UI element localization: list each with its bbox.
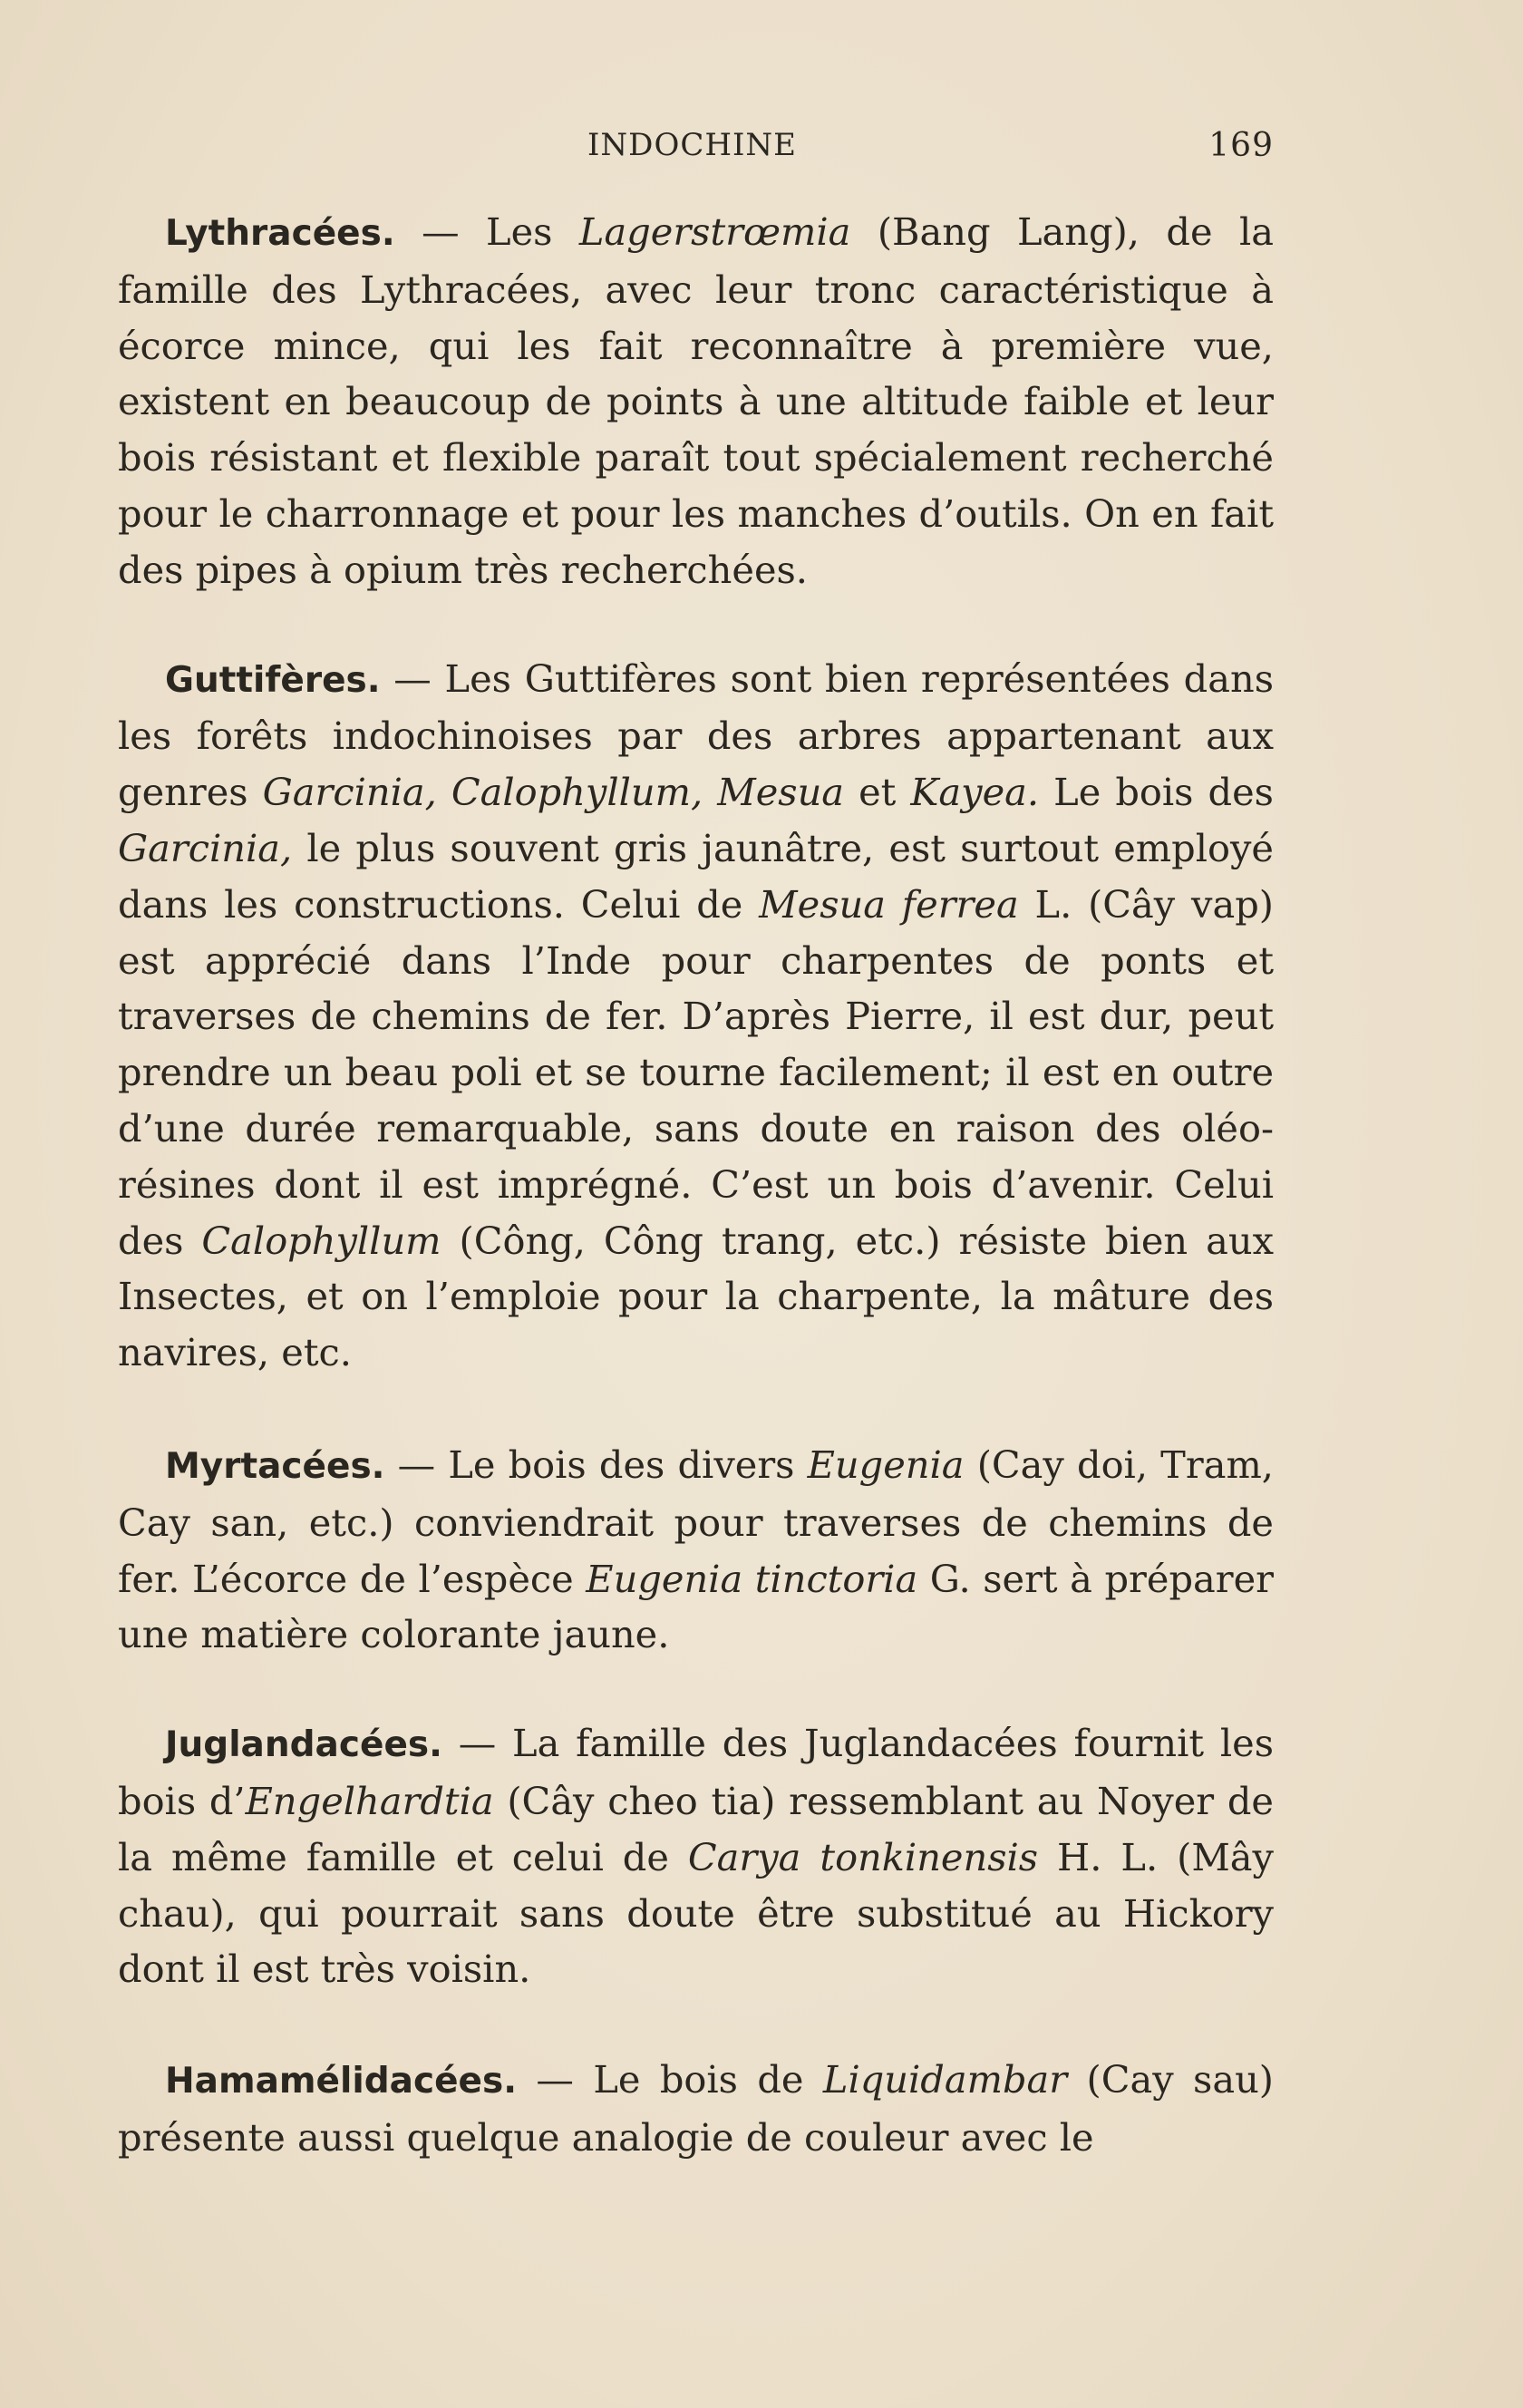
text-run: G. sert à préparer une matière colorante jaune.: [118, 1556, 1274, 1657]
text-run: — La famille des Juglandacées fournit les bois d’: [118, 1721, 1274, 1823]
text-run: et: [844, 770, 911, 815]
taxon-name: Garcinia,: [118, 825, 293, 870]
text-run: (Cay sau) présente aussi quelque analogie de couleur avec le: [118, 2057, 1274, 2160]
taxon-name: Garcinia,: [262, 770, 437, 815]
section-heading: Hamamélidacées.: [165, 2061, 518, 2102]
text-run: [437, 770, 451, 814]
taxon-name: Mesua: [717, 770, 845, 815]
page-number: 169: [1208, 127, 1274, 164]
section-heading: Lythracées.: [165, 213, 395, 254]
text-run: le plus souvent gris jaunâtre, est surtout employé dans les constructions. Celui de: [118, 825, 1274, 927]
taxon-name: Liquidambar: [822, 2057, 1068, 2102]
taxon-name: Engelhardtia: [245, 1778, 494, 1823]
paragraph-juglandacees: [118, 1715, 1274, 1997]
taxon-name: Lagerstrœmia: [578, 209, 851, 254]
taxon-name: Kayea.: [910, 770, 1040, 815]
text-run: [703, 770, 717, 814]
text-run: (Công, Công trang, etc.) résiste bien aux Insectes, et on l’emploie pour la charpente, la mâture des navires, etc.: [118, 1218, 1274, 1375]
text-run: (Bang Lang), de la famille des Lythracées, avec leur tronc caractéristique à écorce mince, qui les fait reconnaître à première vue, existent en beaucoup de points à une altitude faible et leur bois résistant et flexible paraît tout spécialement recherché pour le charronnage et pour les manches d’outils. On en fait des pipes à opium très recherchées.: [118, 209, 1274, 592]
taxon-name: Carya tonkinensis: [687, 1834, 1039, 1879]
text-run: (Cay doi, Tram, Cay san, etc.) conviendrait pour traverses de chemins de fer. L’écorce de l’espèce: [118, 1442, 1274, 1601]
text-run: Le bois des: [1039, 770, 1274, 815]
running-title: INDOCHINE: [587, 127, 797, 163]
taxon-name: Eugenia tinctoria: [586, 1556, 918, 1601]
body-text: [118, 204, 1274, 2219]
section-heading: Guttifères.: [165, 659, 381, 701]
text-run: — Le bois de: [517, 2057, 823, 2102]
paragraph-hamamelidacees: [118, 2052, 1274, 2166]
paragraph-myrtacees: [118, 1437, 1274, 1663]
paragraph-lythracees: [118, 204, 1274, 598]
taxon-name: Calophyllum,: [451, 770, 703, 815]
section-heading: Myrtacées.: [165, 1445, 385, 1487]
text-run: H. L. (Mây chau), qui pourrait sans doute être substitué au Hickory dont il est très voisin.: [118, 1834, 1274, 1992]
taxon-name: Eugenia: [807, 1442, 965, 1487]
taxon-name: Mesua ferrea: [759, 881, 1019, 927]
taxon-name: Calophyllum: [201, 1218, 441, 1263]
text-run: L. (Cây vap) est apprécié dans l’Inde pour charpentes de ponts et traverses de chemins de fer. D’après Pierre, il est dur, peut prendre un beau poli et se tourne facilement; il est en outre d’une durée remarquable, sans doute en raison des oléo-résines dont il est imprégné. C’est un bois d’avenir. Celui des: [118, 881, 1274, 1263]
running-head: [118, 127, 1274, 172]
section-heading: Juglandacées.: [165, 1724, 442, 1766]
paragraph-guttiferes: [118, 651, 1274, 1381]
text-run: — Le bois des divers: [384, 1442, 808, 1487]
text-run: — Les: [394, 209, 579, 254]
text-run: (Cây cheo tia) ressemblant au Noyer de la même famille et celui de: [118, 1778, 1274, 1879]
text-run: — Les Guttifères sont bien représentées dans les forêts indochinoises par des arbres appartenant aux genres: [118, 655, 1274, 815]
